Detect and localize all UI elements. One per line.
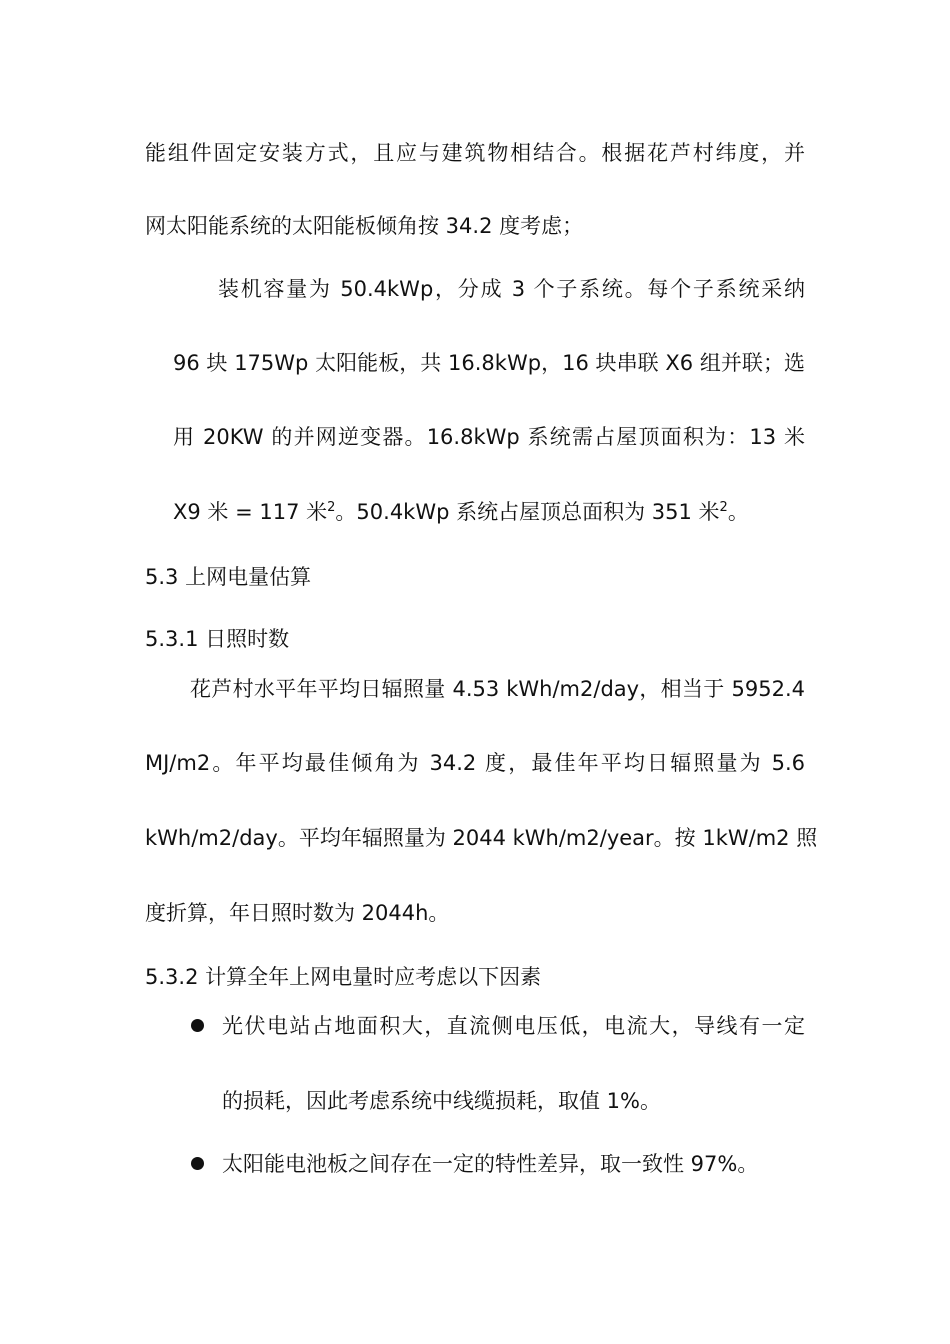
- paragraph-line: 花芦村水平年平均日辐照量 4.53 kWh/m2/day，相当于 5952.4: [190, 677, 805, 701]
- paragraph-line: MJ/m2。年平均最佳倾角为 34.2 度，最佳年平均日辐照量为 5.6: [145, 751, 805, 775]
- text-segment: 。50.4kWp 系统占屋顶总面积为 351 米: [335, 500, 720, 524]
- text-segment: 。: [727, 500, 749, 524]
- bullet-icon: [191, 1019, 204, 1032]
- section-heading: 5.3.1 日照时数: [145, 627, 290, 651]
- paragraph-line: 度折算，年日照时数为 2044h。: [145, 901, 450, 925]
- paragraph-line: 装机容量为 50.4kWp，分成 3 个子系统。每个子系统采纳: [218, 277, 805, 301]
- paragraph-line: kWh/m2/day。平均年辐照量为 2044 kWh/m2/year。按 1kW/m2 照: [145, 826, 818, 850]
- paragraph-line: 用 20KW 的并网逆变器。16.8kWp 系统需占屋顶面积为：13 米: [173, 425, 805, 449]
- text-segment: X9 米 = 117 米: [173, 500, 328, 524]
- superscript: 2: [719, 500, 728, 515]
- section-heading: 5.3 上网电量估算: [145, 565, 312, 589]
- superscript: 2: [327, 500, 336, 515]
- paragraph-line: 96 块 175Wp 太阳能板，共 16.8kWp，16 块串联 X6 组并联；选: [173, 351, 805, 375]
- bullet-icon: [191, 1157, 204, 1170]
- list-item-line: 光伏电站占地面积大，直流侧电压低，电流大，导线有一定: [222, 1014, 805, 1038]
- list-item-line: 太阳能电池板之间存在一定的特性差异，取一致性 97%。: [222, 1152, 759, 1176]
- paragraph-line: 网太阳能系统的太阳能板倾角按 34.2 度考虑；: [145, 214, 584, 238]
- section-heading: 5.3.2 计算全年上网电量时应考虑以下因素: [145, 965, 542, 989]
- paragraph-line: 能组件固定安装方式，且应与建筑物相结合。根据花芦村纬度，并: [145, 141, 805, 165]
- paragraph-line: [173, 497, 805, 527]
- list-item-line: 的损耗，因此考虑系统中线缆损耗，取值 1%。: [222, 1089, 661, 1113]
